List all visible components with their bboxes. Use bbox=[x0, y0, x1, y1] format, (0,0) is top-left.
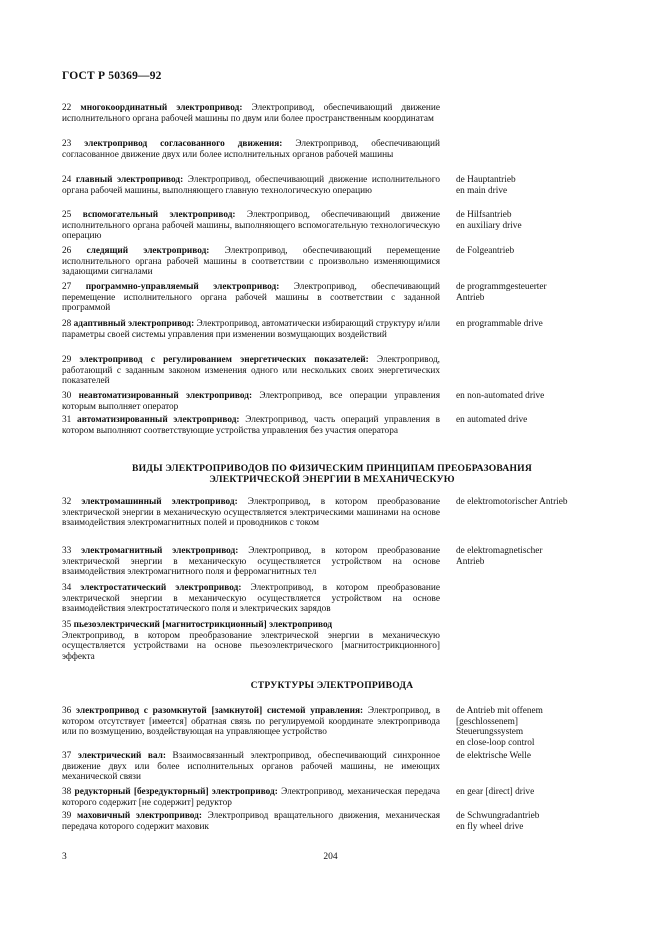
foreign-equivalent: en auxiliary drive bbox=[456, 220, 522, 231]
term-name: неавтоматизированный электропривод: bbox=[78, 391, 253, 401]
term-name: пьезоэлектрический [магнитострикционный] электропривод bbox=[73, 620, 333, 630]
term-definition: Электропривод, в котором отсутствует [имеется] обратная связь по регулируемой координате электропривода или по возмущению, воздействующая на управляющее устройство bbox=[62, 706, 440, 738]
term-number: 35 bbox=[62, 620, 72, 630]
term-number: 28 bbox=[62, 319, 72, 329]
term-number: 29 bbox=[62, 355, 72, 365]
term-text bbox=[62, 175, 440, 196]
term-text bbox=[62, 282, 440, 314]
foreign-equivalent: de Schwungradantrieb bbox=[456, 811, 540, 821]
footer-left-number: 3 bbox=[62, 852, 67, 862]
term-name: программно-управляемый электропривод: bbox=[85, 282, 280, 292]
foreign-equivalents bbox=[456, 246, 606, 257]
term-definition: Электропривод, все операции управления которым выполняет оператор bbox=[62, 391, 440, 412]
term-definition: Электропривод, автоматически избирающий структуру и/или параметры своей системы управления при изменении возмущающих воздействий bbox=[62, 319, 440, 340]
foreign-equivalent: Antrieb bbox=[456, 292, 485, 303]
foreign-equivalent: de Folgeantrieb bbox=[456, 246, 515, 256]
term-name: электромагнитный электропривод: bbox=[81, 546, 239, 556]
foreign-equivalent: de Hilfsantrieb bbox=[456, 210, 512, 220]
document-header: ГОСТ Р 50369—92 bbox=[62, 70, 162, 82]
term-name: редукторный [безредукторный] электропривод: bbox=[74, 787, 278, 797]
term-name: электрический вал: bbox=[77, 751, 166, 761]
foreign-equivalent: en non-automated drive bbox=[456, 391, 545, 401]
term-text bbox=[62, 355, 440, 387]
foreign-equivalents bbox=[456, 175, 606, 196]
term-number: 25 bbox=[62, 210, 72, 220]
section-title-line2: ЭЛЕКТРИЧЕСКОЙ ЭНЕРГИИ В МЕХАНИЧЕСКУЮ bbox=[209, 474, 455, 485]
term-name: многокоординатный электропривод: bbox=[80, 103, 243, 113]
term-number: 36 bbox=[62, 706, 72, 716]
term-number: 34 bbox=[62, 583, 72, 593]
term-number: 22 bbox=[62, 103, 72, 113]
foreign-equivalents bbox=[456, 811, 606, 832]
term-text bbox=[62, 391, 440, 412]
foreign-equivalent: en main drive bbox=[456, 185, 508, 196]
foreign-equivalent: en automated drive bbox=[456, 415, 528, 425]
term-definition: Электропривод, обеспечивающий перемещение исполнительного органа рабочей машины в соответствии с произвольно изменяющимися задающими сигналами bbox=[62, 246, 440, 278]
term-name: маховичный электропривод: bbox=[76, 811, 202, 821]
term-number: 30 bbox=[62, 391, 72, 401]
term-text bbox=[62, 210, 440, 242]
foreign-equivalents bbox=[456, 751, 606, 762]
foreign-equivalents bbox=[456, 415, 606, 426]
term-text bbox=[62, 103, 440, 124]
term-number: 27 bbox=[62, 282, 72, 292]
term-number: 23 bbox=[62, 139, 72, 149]
term-definition: Электропривод, часть операций управления в котором выполняют соответствующие устройства управления без участия оператора bbox=[62, 415, 440, 436]
term-definition: Электропривод, в котором преобразование электрической энергии в механическую осуществляется электрическими машинами на основе взаимодействия электромагнитных полей и проводников с током bbox=[62, 497, 440, 529]
term-name: электропривод согласованного движения: bbox=[84, 139, 283, 149]
term-text bbox=[62, 751, 440, 783]
foreign-equivalents bbox=[456, 391, 606, 402]
foreign-equivalent: de Hauptantrieb bbox=[456, 175, 516, 185]
foreign-equivalent: de programmgesteuerter bbox=[456, 282, 547, 292]
foreign-equivalent: Antrieb bbox=[456, 556, 485, 567]
term-number: 24 bbox=[62, 175, 72, 185]
term-definition: Электропривод, обеспечивающий движение исполнительного органа рабочей машины, выполняющего вспомогательную технологическую операцию bbox=[62, 210, 440, 242]
term-text bbox=[62, 583, 440, 615]
term-definition: Электропривод, обеспечивающий перемещение исполнительного органа рабочей машины в соответствии с заданной программой bbox=[62, 282, 440, 314]
term-number: 33 bbox=[62, 546, 72, 556]
term-definition: Взаимосвязанный электропривод, обеспечивающий синхронное движение двух или более исполнительных органов рабочей машины, не имеющих механической связи bbox=[62, 751, 441, 783]
foreign-equivalent: en close-loop control bbox=[456, 737, 535, 748]
foreign-equivalent: en fly wheel drive bbox=[456, 821, 524, 832]
term-name: автоматизированный электропривод: bbox=[77, 415, 240, 425]
term-definition: Электропривод, в котором преобразование электрической энергии в механическую осуществляется устройствами на основе пьезоэлектрического [магнитострикционного] эффекта bbox=[62, 630, 440, 662]
term-text bbox=[62, 811, 440, 832]
foreign-equivalents bbox=[456, 210, 606, 231]
term-number: 26 bbox=[62, 246, 72, 256]
term-text bbox=[62, 139, 440, 160]
foreign-equivalents bbox=[456, 319, 606, 330]
foreign-equivalent: de elektromagnetischer bbox=[456, 546, 543, 556]
term-definition: Электропривод, обеспечивающий согласованное движение двух или более исполнительных органов рабочей машины bbox=[62, 139, 441, 160]
term-name: главный электропривод: bbox=[75, 175, 184, 185]
term-text bbox=[62, 415, 440, 436]
term-text bbox=[62, 546, 440, 578]
foreign-equivalent: en gear [direct] drive bbox=[456, 787, 535, 797]
term-name: адаптивный электропривод: bbox=[73, 319, 195, 329]
foreign-equivalent: Steuerungssystem bbox=[456, 727, 524, 738]
term-text bbox=[62, 620, 440, 662]
section-title-structures: СТРУКТУРЫ ЭЛЕКТРОПРИВОДА bbox=[250, 680, 414, 691]
term-definition: Электропривод вращательного движения, механическая передача которого содержит маховик bbox=[62, 811, 440, 832]
foreign-equivalents bbox=[456, 706, 606, 748]
term-definition: Электропривод, обеспечивающий движение исполнительного органа рабочей машины, выполняющего главную технологическую операцию bbox=[62, 175, 441, 196]
term-definition: Электропривод, работающий с заданным законом изменения одного или нескольких своих энергетических показателей bbox=[62, 355, 441, 387]
term-number: 39 bbox=[62, 811, 72, 821]
term-definition: Электропривод, в котором преобразование электрической энергии в механическую осуществляется устройством на основе взаимодействия электростатического поля и электрических зарядов bbox=[62, 583, 440, 615]
term-name: электромашинный электропривод: bbox=[81, 497, 238, 507]
term-text bbox=[62, 246, 440, 278]
foreign-equivalents bbox=[456, 497, 606, 508]
term-name: следящий электропривод: bbox=[86, 246, 210, 256]
term-name: вспомогательный электропривод: bbox=[82, 210, 236, 220]
term-text bbox=[62, 319, 440, 340]
term-number: 31 bbox=[62, 415, 72, 425]
term-name: электропривод с регулированием энергетических показателей: bbox=[79, 355, 369, 365]
foreign-equivalent: de Antrieb mit offenem bbox=[456, 706, 543, 716]
term-text bbox=[62, 787, 440, 808]
term-number: 38 bbox=[62, 787, 72, 797]
foreign-equivalent: [geschlossenem] bbox=[456, 716, 518, 727]
term-text bbox=[62, 706, 440, 738]
term-name: электростатический электропривод: bbox=[80, 583, 242, 593]
term-definition: Электропривод, в котором преобразование электрической энергии в механическую осуществляется устройством на основе взаимодействия электромагнитного поля и ферромагнитных тел bbox=[62, 546, 440, 578]
section-title-line1: ВИДЫ ЭЛЕКТРОПРИВОДОВ ПО ФИЗИЧЕСКИМ ПРИНЦИПАМ ПРЕОБРАЗОВАНИЯ bbox=[132, 463, 532, 474]
term-number: 37 bbox=[62, 751, 72, 761]
foreign-equivalent: de elektromotorischer Antrieb bbox=[456, 497, 568, 507]
foreign-equivalents bbox=[456, 546, 606, 567]
foreign-equivalents bbox=[456, 282, 606, 303]
term-text bbox=[62, 497, 440, 529]
section-title-physical-principles bbox=[62, 463, 602, 485]
term-definition: Электропривод, обеспечивающий движение исполнительного органа рабочей машины по двум или более пространственным координатам bbox=[62, 103, 440, 124]
foreign-equivalent: de elektrische Welle bbox=[456, 751, 531, 761]
foreign-equivalent: en programmable drive bbox=[456, 319, 543, 329]
term-number: 32 bbox=[62, 497, 72, 507]
page-number: 204 bbox=[323, 852, 338, 862]
term-name: электропривод с разомкнутой [замкнутой] системой управления: bbox=[76, 706, 364, 716]
term-definition: Электропривод, механическая передача которого содержит [не содержит] редуктор bbox=[62, 787, 441, 808]
foreign-equivalents bbox=[456, 787, 606, 798]
